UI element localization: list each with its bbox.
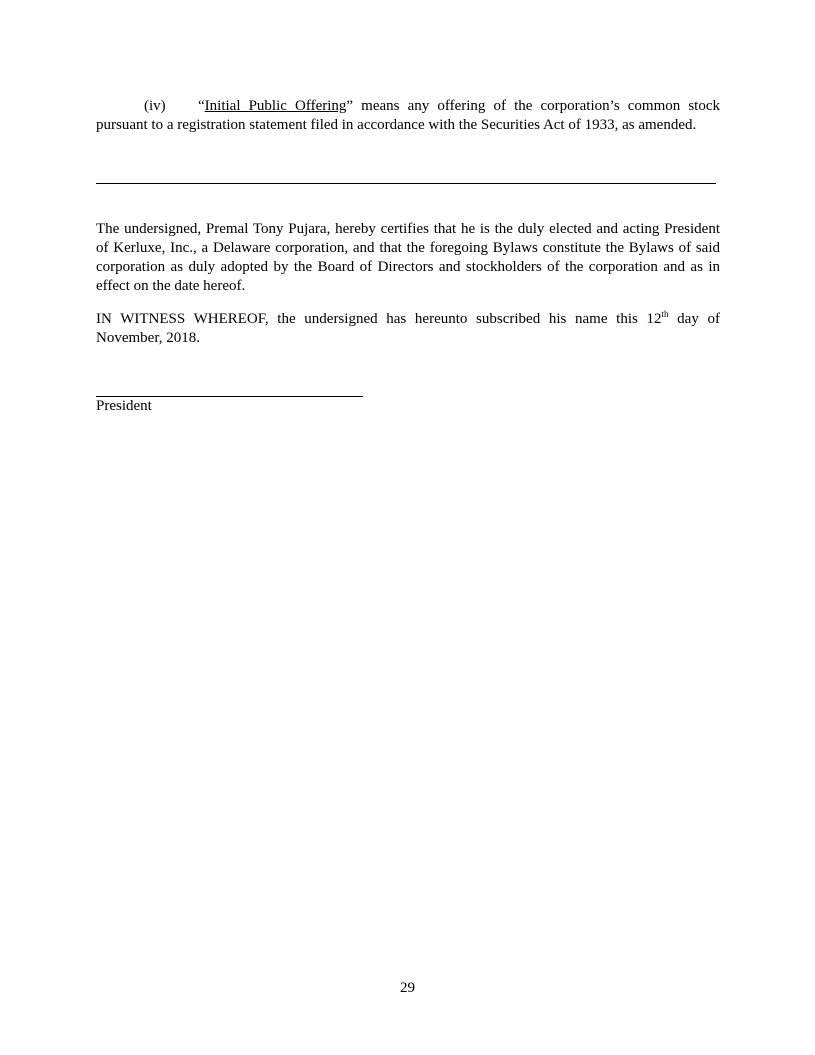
ordinal-suffix: th <box>661 309 669 319</box>
clause-iv-paragraph <box>96 97 720 135</box>
close-quote: ” <box>346 98 354 114</box>
witness-text-before: IN WITNESS WHEREOF, the undersigned has hereunto subscribed his name this 12 <box>96 311 662 327</box>
page-number: 29 <box>400 980 415 996</box>
defined-term: Initial Public Offering <box>204 98 347 114</box>
clause-text: means any offering of the corporation’s common stock pursuant to a registration statement filed in accordance with the Securities Act of 1933, as amended. <box>96 98 721 133</box>
witness-text-after: day of November, 2018. <box>96 311 720 346</box>
open-quote: “ <box>198 98 205 114</box>
section-divider <box>96 183 716 184</box>
signature-title: President <box>96 398 152 414</box>
witness-paragraph <box>96 310 720 348</box>
certification-paragraph: The undersigned, Premal Tony Pujara, hereby certifies that he is the duly elected and acting President of Kerluxe, Inc., a Delaware corporation, and that the foregoing Bylaws constitute the Bylaws of said corporation as duly adopted by the Board of Directors and stockholders of the corporation and as in effect on the date hereof. <box>96 221 720 294</box>
clause-number: (iv) <box>144 98 166 114</box>
